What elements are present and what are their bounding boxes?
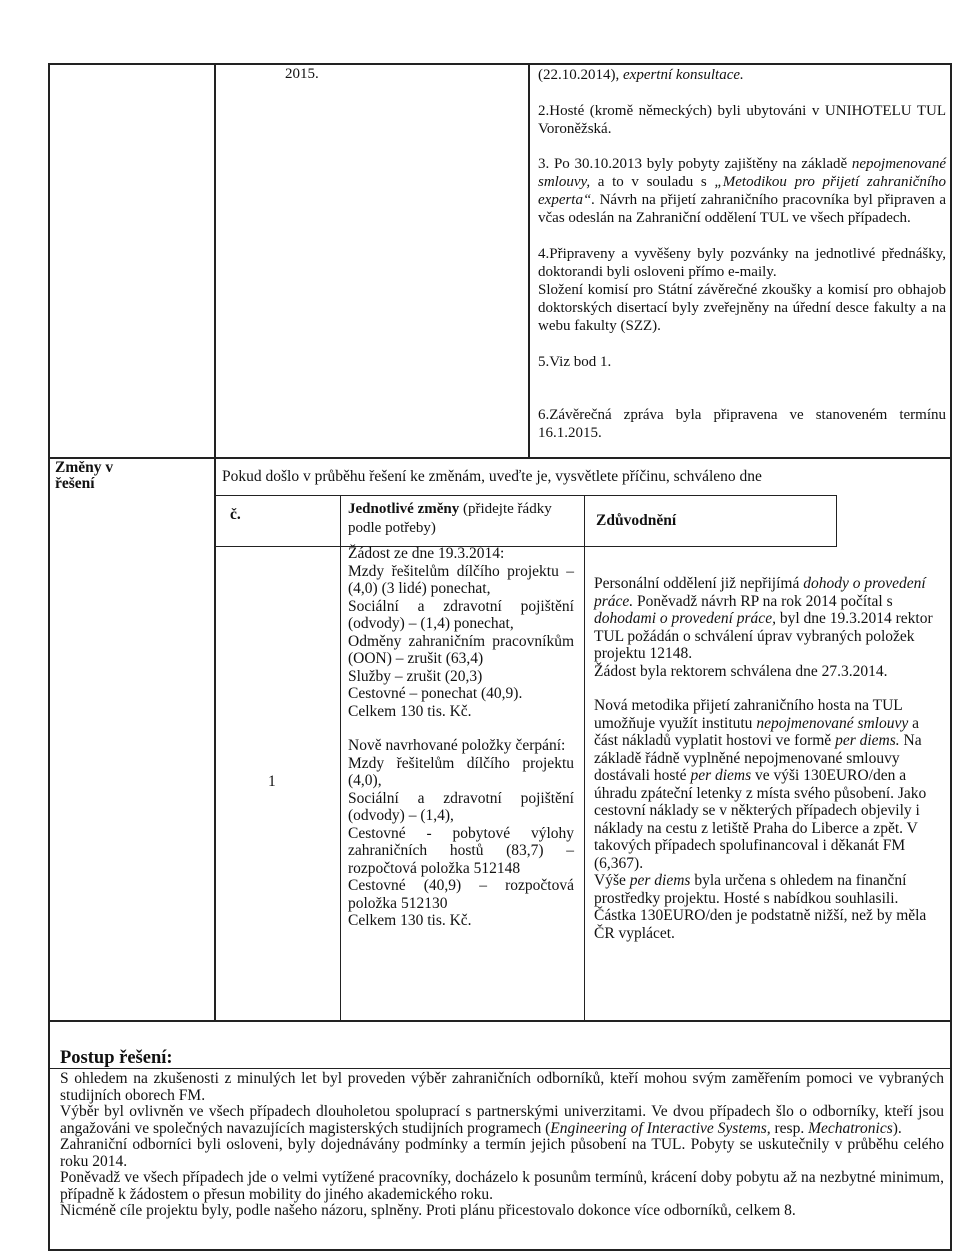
change-line: Nově navrhované položky čerpání:	[348, 737, 566, 754]
change-line: Odměny zahraničním pracovníkům (OON) – zrušit (63,4)	[348, 632, 574, 667]
reason-block-1: Personální oddělení již nepřijímá dohody o provedení práce. Poněvadž návrh RP na rok 2014 počítal s dohodami o provedení práce, byl dne 19.3.2014 rektor TUL požádán o schválení úprav vybraných položek projektu 12148. Žádost byla rektorem schválena dne 27.3.2014.	[594, 575, 933, 680]
changes-label: Změny v řešení	[55, 459, 114, 492]
divider-label-col	[214, 63, 216, 1020]
reason-block-2: Nová metodika přijetí zahraničního hosta na TUL umožňuje využít institutu nepojmenované smlouvy a část nákladů vyplatit hostovi ve formě per diems. Na základě řádně vyplněné nepojmenované smlouvy dostávali hosté per diems ve výši 130EURO/den a úhradu zpáteční letenky z místa svého působení. Jako cestovní náklady se v některých případech objevily i náklady na cestu z letiště Praha do Liberce a zpět. V takových případech spolufinancoval i děkanát FM (6,367). Výše per diems byla určena s ohledem na finanční prostředky projektu. Hosté s nabídkou souhlasili. Částka 130EURO/den je podstatně nižší, než by měla ČR vyplácet.	[594, 697, 927, 942]
procedure-paragraph: Výběr byl ovlivněn ve všech případech dlouholetou spoluprací s partnerskými univerzitami. Ve dvou případech šlo o odborníky, kteří jsou angažováni ve společných navazujících magisterských studijních programech (Engineering of Interactive Systems, resp. Mechatronics).	[60, 1103, 944, 1137]
col-changes-header: Jednotlivé změny (přidejte řádky podle potřeby)	[348, 501, 552, 536]
change-line: Celkem 130 tis. Kč.	[348, 702, 472, 720]
procedure-paragraph: S ohledem na zkušenosti z minulých let byl proveden výběr zahraničních odborníků, kteří mohou svým zaměřením pomoci ve vybraných studijních oborech FM.	[60, 1070, 944, 1104]
change-line: Celkem 130 tis. Kč.	[348, 912, 472, 929]
paragraph-5: 5.Viz bod 1.	[538, 354, 612, 370]
row-number: 1	[268, 773, 276, 790]
inner-top	[214, 495, 836, 496]
divider-top-middle	[528, 63, 530, 458]
procedure-paragraph: Zahraniční odborníci byli osloveni, byly dojednávány podmínky a termín jejich působení na TUL. Pobyty se uskutečnily v průběhu celého roku 2014.	[60, 1136, 944, 1170]
paragraph-4b: Složení komisí pro Státní závěrečné zkoušky a komisí pro obhajob doktorských disertací byly zveřejněny na úřední desce fakulty a na webu fakulty (SZZ).	[538, 282, 946, 334]
paragraph-6: 6.Závěrečná zpráva byla připravena ve stanoveném termínu 16.1.2015.	[538, 407, 946, 441]
paragraph-1: (22.10.2014), expertní konsultace.	[538, 67, 744, 83]
year-cell: 2015.	[285, 66, 319, 82]
procedure-heading: Postup řešení:	[60, 1048, 173, 1068]
change-line: Mzdy řešitelům dílčího projektu – (4,0) (3 lidé) ponechat,	[348, 562, 574, 597]
procedure-underline	[48, 1068, 952, 1069]
change-line: Žádost ze dne 19.3.2014:	[348, 545, 505, 562]
top-border	[48, 63, 952, 65]
change-line: Cestovné (40,9) – rozpočtová položka 512130	[348, 877, 574, 912]
divider-changes-row	[48, 457, 952, 459]
top-right-cell	[538, 66, 946, 442]
bottom-border	[48, 1249, 952, 1251]
procedure-paragraph: Nicméně cíle projektu byly, podle našeho názoru, splněny. Proti plánu přicestovalo dokonce více odborníků, celkem 8.	[60, 1202, 796, 1219]
change-line: Cestovné – ponechat (40,9).	[348, 685, 523, 702]
change-line: Sociální a zdravotní pojištění (odvody) – (1,4) ponechat,	[348, 597, 574, 632]
inner-col2	[584, 495, 585, 1020]
inner-col1	[340, 495, 341, 1020]
change-list	[348, 545, 574, 930]
changes-intro: Pokud došlo v průběhu řešení ke změnám, uveďte je, vysvětlete příčinu, schváleno dne	[222, 468, 762, 485]
procedure-text	[60, 1071, 944, 1220]
procedure-paragraph: Poněvadž ve všech případech jde o velmi vytížené pracovníky, docházelo k posunům termínů, krácení doby pobytu až na nezbytné minimum, případně k žádostem o přesun mobility do jiného akademického roku.	[60, 1169, 944, 1203]
change-line: Sociální a zdravotní pojištění (odvody) – (1,4),	[348, 789, 574, 824]
right-border	[950, 63, 952, 1250]
inner-right	[836, 495, 837, 547]
change-line: Cestovné - pobytové výlohy zahraničních hostů (83,7) – rozpočtová položka 512148	[348, 824, 574, 877]
col-reason-header: Zdůvodnění	[596, 512, 677, 529]
paragraph-3: 3. Po 30.10.2013 byly pobyty zajištěny na základě nepojmenované smlouvy, a to v souladu s „Metodikou pro přijetí zahraničního experta“. Návrh na přijetí zahraničního pracovníka byl připraven a včas odeslán na Zahraniční oddělení TUL ve všech případech.	[538, 156, 947, 226]
col-no-header: č.	[230, 506, 241, 523]
left-border	[48, 63, 50, 1250]
paragraph-2: 2.Hosté (kromě německých) byli ubytováni v UNIHOTELU TUL Voroněžská.	[538, 103, 946, 137]
divider-procedure	[48, 1020, 952, 1022]
change-line: Služby – zrušit (20,3)	[348, 667, 483, 685]
change-line: Mzdy řešitelům dílčího projektu (4,0),	[348, 754, 574, 789]
paragraph-4a: 4.Připraveny a vyvěšeny byly pozvánky na jednotlivé přednášky, doktorandi byli osloveni přímo e-maily.	[538, 246, 946, 280]
